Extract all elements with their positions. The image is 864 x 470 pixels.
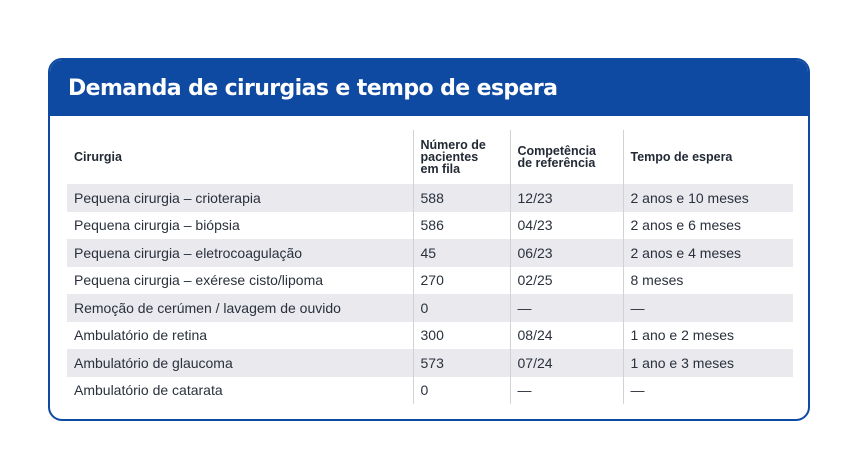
table-row [67, 294, 793, 322]
col-header-tempo: Tempo de espera [623, 130, 793, 184]
table-row [67, 377, 793, 405]
col-header-competencia-line2: de referência [517, 156, 596, 170]
cell-competencia: 07/24 [510, 349, 623, 377]
cell-cirurgia: Pequena cirurgia – biópsia [74, 217, 240, 234]
cell-cirurgia: Remoção de cerúmen / lavagem de ouvido [67, 294, 413, 322]
col-header-cirurgia: Cirurgia [74, 150, 122, 164]
cell-competencia: 02/25 [510, 267, 623, 295]
surgery-demand-card [48, 58, 810, 421]
cell-numero: 0 [413, 294, 510, 322]
col-header-competencia [510, 130, 623, 184]
cell-numero: 573 [413, 349, 510, 377]
col-header-numero [413, 130, 510, 184]
col-header-competencia-line1: Competência [517, 144, 596, 158]
cell-tempo: 2 anos e 4 meses [623, 239, 793, 267]
col-header-numero-line3: em fila [420, 162, 461, 176]
table-row [67, 349, 793, 377]
cell-tempo: 8 meses [623, 267, 793, 295]
col-header-numero-line2: pacientes [420, 150, 479, 164]
cell-tempo: 2 anos e 10 meses [623, 184, 793, 212]
cell-tempo: 1 ano e 3 meses [623, 349, 793, 377]
table-row [67, 239, 793, 267]
cell-tempo: — [623, 377, 793, 405]
cell-numero: 0 [413, 377, 510, 405]
table-row [67, 267, 793, 295]
card-title: Demanda de cirurgias e tempo de espera [68, 75, 558, 101]
table-header-row [67, 130, 793, 184]
cell-cirurgia: Ambulatório de glaucoma [67, 349, 413, 377]
cell-cirurgia: Pequena cirurgia – crioterapia [67, 184, 413, 212]
cell-tempo: 2 anos e 6 meses [623, 212, 793, 240]
surgery-table [67, 130, 793, 404]
cell-numero: 300 [413, 322, 510, 350]
card-header [50, 60, 808, 116]
cell-tempo: 1 ano e 2 meses [623, 322, 793, 350]
table-row [67, 184, 793, 212]
cell-cirurgia: Ambulatório de retina [74, 327, 208, 344]
cell-numero: 270 [413, 267, 510, 295]
cell-competencia: — [510, 294, 623, 322]
table-row [67, 212, 793, 240]
cell-numero: 588 [413, 184, 510, 212]
col-header-numero-line1: Número de [420, 138, 486, 152]
cell-competencia: 04/23 [510, 212, 623, 240]
cell-cirurgia: Ambulatório de catarata [74, 382, 223, 399]
cell-competencia: 08/24 [510, 322, 623, 350]
cell-competencia: 06/23 [510, 239, 623, 267]
cell-tempo: — [623, 294, 793, 322]
table-row [67, 322, 793, 350]
cell-competencia: 12/23 [510, 184, 623, 212]
cell-cirurgia: Pequena cirurgia – exérese cisto/lipoma [74, 272, 324, 289]
cell-numero: 586 [413, 212, 510, 240]
cell-cirurgia: Pequena cirurgia – eletrocoagulação [67, 239, 413, 267]
cell-competencia: — [510, 377, 623, 405]
cell-numero: 45 [413, 239, 510, 267]
